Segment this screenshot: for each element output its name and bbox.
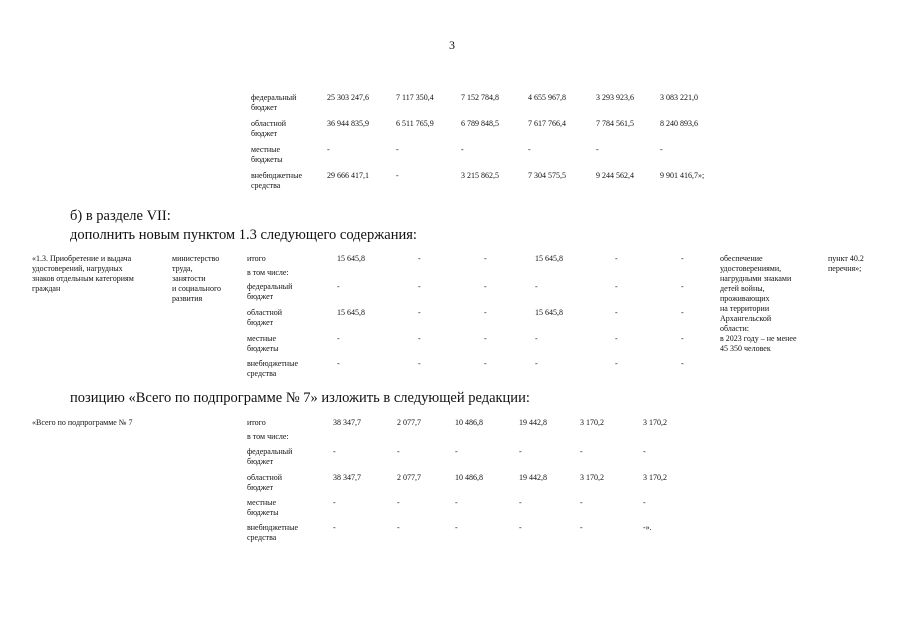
row-label-line: областной — [247, 473, 283, 482]
row-label — [247, 282, 292, 302]
page-number: 3 — [449, 38, 455, 52]
expected-result-line: проживающих — [720, 294, 770, 303]
cell-value: - — [615, 308, 618, 317]
cell-value: - — [484, 254, 487, 263]
row-label-line: федеральный — [247, 282, 293, 291]
cell-value: 3 170,2 — [643, 473, 667, 482]
cell-value: 19 442,8 — [519, 473, 547, 482]
expected-result-line: удостоверениями, — [720, 264, 782, 273]
instruction-heading: дополнить новым пунктом 1.3 следующего содержания: — [70, 227, 417, 243]
item-title — [32, 254, 134, 294]
item-title-line: удостоверений, нагрудных — [32, 264, 123, 273]
cell-value: - — [519, 498, 522, 507]
row-label — [247, 432, 289, 442]
cell-value: - — [519, 447, 522, 456]
cell-value: - — [535, 282, 538, 291]
cell-value: - — [535, 334, 538, 343]
item-title-line: граждан — [32, 284, 61, 293]
row-label-line: бюджет — [247, 457, 274, 466]
instruction-heading-2: позицию «Всего по подпрограмме № 7» изложить в следующей редакции: — [70, 390, 530, 406]
cell-value: - — [418, 334, 421, 343]
cell-value: - — [397, 447, 400, 456]
cell-value: - — [397, 498, 400, 507]
row-label-line: бюджет — [247, 483, 274, 492]
row-label-line: бюджеты — [247, 508, 279, 517]
cell-value: - — [418, 254, 421, 263]
expected-result-line: в 2023 году – не менее — [720, 334, 797, 343]
executor — [172, 254, 221, 304]
cell-value: - — [681, 334, 684, 343]
cell-value: 3 083 221,0 — [660, 93, 698, 102]
cell-value: 7 304 575,5 — [528, 171, 566, 180]
cell-value: - — [337, 282, 340, 291]
cell-value: - — [396, 145, 399, 154]
cell-value: - — [455, 447, 458, 456]
row-label-line: бюджет — [251, 103, 278, 112]
row-label-line: средства — [247, 369, 277, 378]
cell-value: 7 117 350,4 — [396, 93, 434, 102]
cell-value: 7 152 784,8 — [461, 93, 499, 102]
row-label-line: федеральный — [251, 93, 297, 102]
cell-value: 29 666 417,1 — [327, 171, 369, 180]
row-label-line: итого — [247, 418, 266, 427]
cell-value: 38 347,7 — [333, 473, 361, 482]
expected-result-line: Архангельской — [720, 314, 772, 323]
cell-value: - — [337, 359, 340, 368]
row-label-line: местные — [251, 145, 281, 154]
cell-value: - — [681, 254, 684, 263]
row-label-line: в том числе: — [247, 268, 289, 277]
row-label — [247, 359, 298, 379]
cell-value: 4 655 967,8 — [528, 93, 566, 102]
cell-value: 9 901 416,7»; — [660, 171, 705, 180]
reference — [828, 254, 864, 274]
cell-value: - — [580, 447, 583, 456]
cell-value: - — [681, 359, 684, 368]
cell-value: - — [461, 145, 464, 154]
row-label-line: бюджеты — [247, 344, 279, 353]
executor-line: занятости — [172, 274, 206, 283]
cell-value: 10 486,8 — [455, 418, 483, 427]
cell-value: - — [596, 145, 599, 154]
cell-value: 15 645,8 — [535, 308, 563, 317]
row-label-line: областной — [247, 308, 283, 317]
row-label-line: местные — [247, 498, 277, 507]
cell-value: - — [528, 145, 531, 154]
row-label-line: бюджет — [247, 318, 274, 327]
row-label — [247, 334, 279, 354]
row-label — [247, 418, 266, 428]
cell-value: - — [418, 359, 421, 368]
expected-result-line: детей войны, — [720, 284, 765, 293]
row-label — [251, 145, 283, 165]
cell-value: 15 645,8 — [337, 308, 365, 317]
cell-value: - — [484, 359, 487, 368]
reference-line: перечня»; — [828, 264, 862, 273]
cell-value: - — [484, 308, 487, 317]
cell-value: - — [484, 334, 487, 343]
row-label-line: областной — [251, 119, 287, 128]
cell-value: - — [418, 308, 421, 317]
executor-line: и социального — [172, 284, 222, 293]
cell-value: - — [643, 447, 646, 456]
executor-line: министерство — [172, 254, 220, 263]
cell-value: 36 944 835,9 — [327, 119, 369, 128]
cell-value: 6 789 848,5 — [461, 119, 499, 128]
row-label-line: местные — [247, 334, 277, 343]
cell-value: - — [519, 523, 522, 532]
cell-value: 7 617 766,4 — [528, 119, 566, 128]
cell-value: - — [660, 145, 663, 154]
cell-value: - — [455, 498, 458, 507]
cell-value: - — [681, 282, 684, 291]
cell-value: - — [418, 282, 421, 291]
item-title-line: знаков отдельным категориям — [32, 274, 134, 283]
executor-line: развития — [172, 294, 203, 303]
row-label — [247, 254, 266, 264]
row-label-line: бюджеты — [251, 155, 283, 164]
expected-result-line: обеспечение — [720, 254, 763, 263]
row-label-line: средства — [251, 181, 281, 190]
row-label — [251, 119, 286, 139]
expected-result-line: 45 350 человек — [720, 344, 771, 353]
expected-result-line: нагрудными знаками — [720, 274, 792, 283]
cell-value: 38 347,7 — [333, 418, 361, 427]
row-label-line: федеральный — [247, 447, 293, 456]
row-label — [247, 498, 279, 518]
row-label — [247, 268, 289, 278]
expected-result-line: области: — [720, 324, 749, 333]
cell-value: 3 170,2 — [580, 418, 604, 427]
cell-value: - — [615, 282, 618, 291]
cell-value: - — [615, 359, 618, 368]
expected-result — [720, 254, 797, 354]
cell-value: 8 240 893,6 — [660, 119, 698, 128]
row-label-line: внебюджетные — [247, 359, 298, 368]
cell-value: - — [455, 523, 458, 532]
row-label — [247, 308, 282, 328]
cell-value: 9 244 562,4 — [596, 171, 634, 180]
cell-value: - — [580, 523, 583, 532]
cell-value: 19 442,8 — [519, 418, 547, 427]
cell-value: - — [333, 447, 336, 456]
cell-value: 15 645,8 — [535, 254, 563, 263]
cell-value: - — [681, 308, 684, 317]
cell-value: 3 215 862,5 — [461, 171, 499, 180]
cell-value: - — [615, 334, 618, 343]
cell-value: - — [643, 498, 646, 507]
cell-value: 2 077,7 — [397, 473, 421, 482]
row-label-line: в том числе: — [247, 432, 289, 441]
row-label-line: бюджет — [247, 292, 274, 301]
row-label-line: средства — [247, 533, 277, 542]
cell-value: 3 170,2 — [580, 473, 604, 482]
item-title: «Всего по подпрограмме № 7 — [32, 418, 133, 427]
cell-value: 2 077,7 — [397, 418, 421, 427]
row-label-line: внебюджетные — [247, 523, 298, 532]
cell-value: - — [535, 359, 538, 368]
reference-line: пункт 40.2 — [828, 254, 864, 263]
cell-value: 6 511 765,9 — [396, 119, 434, 128]
row-label-line: бюджет — [251, 129, 278, 138]
cell-value: 25 303 247,6 — [327, 93, 369, 102]
cell-value: - — [484, 282, 487, 291]
cell-value: - — [327, 145, 330, 154]
row-label — [247, 523, 298, 543]
row-label-line: внебюджетные — [251, 171, 302, 180]
row-label — [251, 93, 296, 113]
cell-value: - — [580, 498, 583, 507]
cell-value: - — [337, 334, 340, 343]
row-label-line: итого — [247, 254, 266, 263]
cell-value: - — [615, 254, 618, 263]
cell-value: - — [333, 498, 336, 507]
item-title-line: «1.3. Приобретение и выдача — [32, 254, 132, 263]
expected-result-line: на территории — [720, 304, 770, 313]
cell-value: 10 486,8 — [455, 473, 483, 482]
executor-line: труда, — [172, 264, 193, 273]
cell-value: - — [333, 523, 336, 532]
cell-value: 3 170,2 — [643, 418, 667, 427]
row-label — [251, 171, 302, 191]
cell-value: 3 293 923,6 — [596, 93, 634, 102]
row-label — [247, 447, 292, 467]
cell-value: -». — [643, 523, 652, 532]
row-label — [247, 473, 282, 493]
cell-value: - — [397, 523, 400, 532]
cell-value: 15 645,8 — [337, 254, 365, 263]
cell-value: 7 784 561,5 — [596, 119, 634, 128]
section-heading: б) в разделе VII: — [70, 208, 171, 224]
cell-value: - — [396, 171, 399, 180]
